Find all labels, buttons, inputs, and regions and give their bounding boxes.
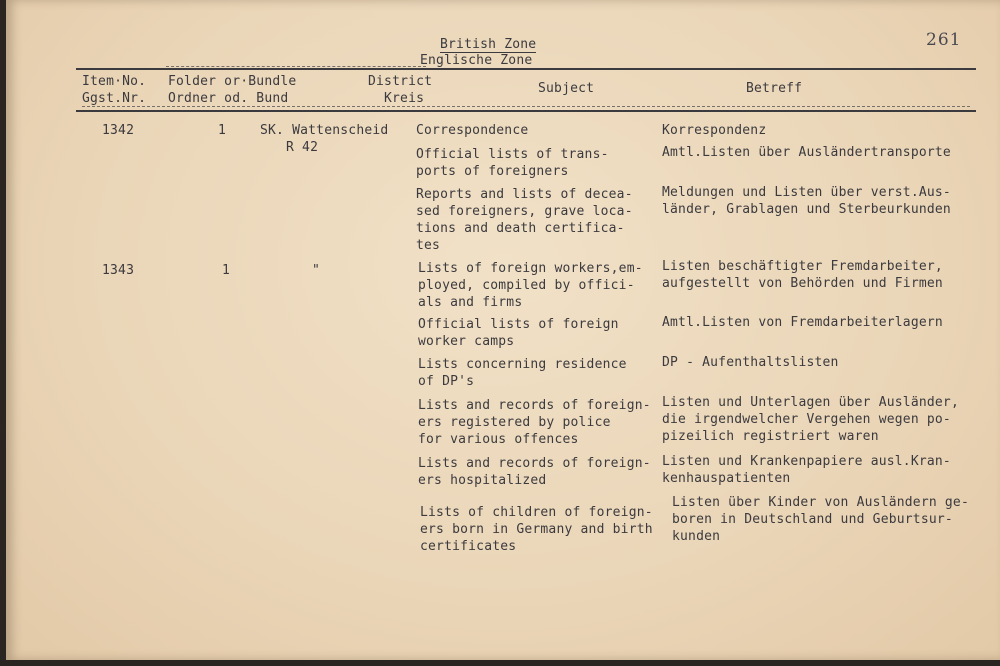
betreff-cell: Korrespondenz [662, 123, 767, 138]
subject-cell: Lists of children of foreign- ers born in Germany and birth certificates [420, 505, 653, 554]
subject-cell: Official lists of trans- ports of foreigners [416, 147, 609, 179]
header-item-en: Item·No. [82, 74, 147, 89]
district-ref: R 42 [286, 140, 319, 155]
zone-dash-left [166, 66, 426, 67]
betreff-cell: Listen beschäftigter Fremdarbeiter, aufgestellt von Behörden und Firmen [662, 259, 943, 291]
folder-count: 1 [222, 263, 231, 278]
subject-cell: Reports and lists of decea- sed foreigners, grave loca- tions and death certifica- tes [416, 187, 633, 253]
header-folder-de: Ordner od. Bund [168, 91, 289, 106]
document-page [6, 0, 1000, 660]
header-item-de: Ggst.Nr. [82, 91, 147, 106]
header-subject: Subject [538, 81, 595, 96]
subject-cell: Lists and records of foreign- ers registered by police for various offences [418, 398, 651, 447]
header-bottom-rule [76, 110, 976, 112]
betreff-cell: Listen und Unterlagen über Ausländer, die irgendwelcher Vergehen wegen po- pizeilich registriert waren [662, 395, 959, 444]
header-folder-en: Folder or·Bundle [168, 74, 297, 89]
subject-cell: Lists and records of foreign- ers hospitalized [418, 456, 651, 488]
item-number: 1342 [102, 123, 135, 138]
betreff-cell: Listen und Krankenpapiere ausl.Kran- kenhauspatienten [662, 454, 951, 486]
subject-cell: Lists concerning residence of DP's [418, 357, 627, 389]
district-name: SK. Wattenscheid [260, 123, 389, 138]
item-number: 1343 [102, 263, 135, 278]
folder-count: 1 [218, 123, 227, 138]
header-dash-rule [82, 106, 970, 107]
header-district-en: District [368, 74, 433, 89]
subject-cell: Lists of foreign workers,em- ployed, compiled by offici- als and firms [418, 261, 643, 310]
subject-cell: Correspondence [416, 123, 529, 138]
betreff-cell: Listen über Kinder von Ausländern ge- boren in Deutschland und Geburtsur- kunden [672, 495, 969, 544]
zone-title-en: British Zone [440, 37, 537, 52]
district-ditto-mark: " [312, 263, 321, 278]
header-betreff: Betreff [746, 81, 803, 96]
subject-cell: Official lists of foreign worker camps [418, 317, 619, 349]
betreff-cell: Meldungen und Listen über verst.Aus- länder, Grablagen und Sterbeurkunden [662, 185, 951, 217]
betreff-cell: Amtl.Listen von Fremdarbeiterlagern [662, 315, 943, 330]
page-number: 261 [926, 30, 962, 50]
header-district-de: Kreis [384, 91, 425, 106]
betreff-cell: DP - Aufenthaltslisten [662, 355, 839, 370]
header-top-rule [76, 68, 976, 70]
zone-title-de: Englische Zone [420, 53, 533, 68]
betreff-cell: Amtl.Listen über Ausländertransporte [662, 145, 951, 160]
